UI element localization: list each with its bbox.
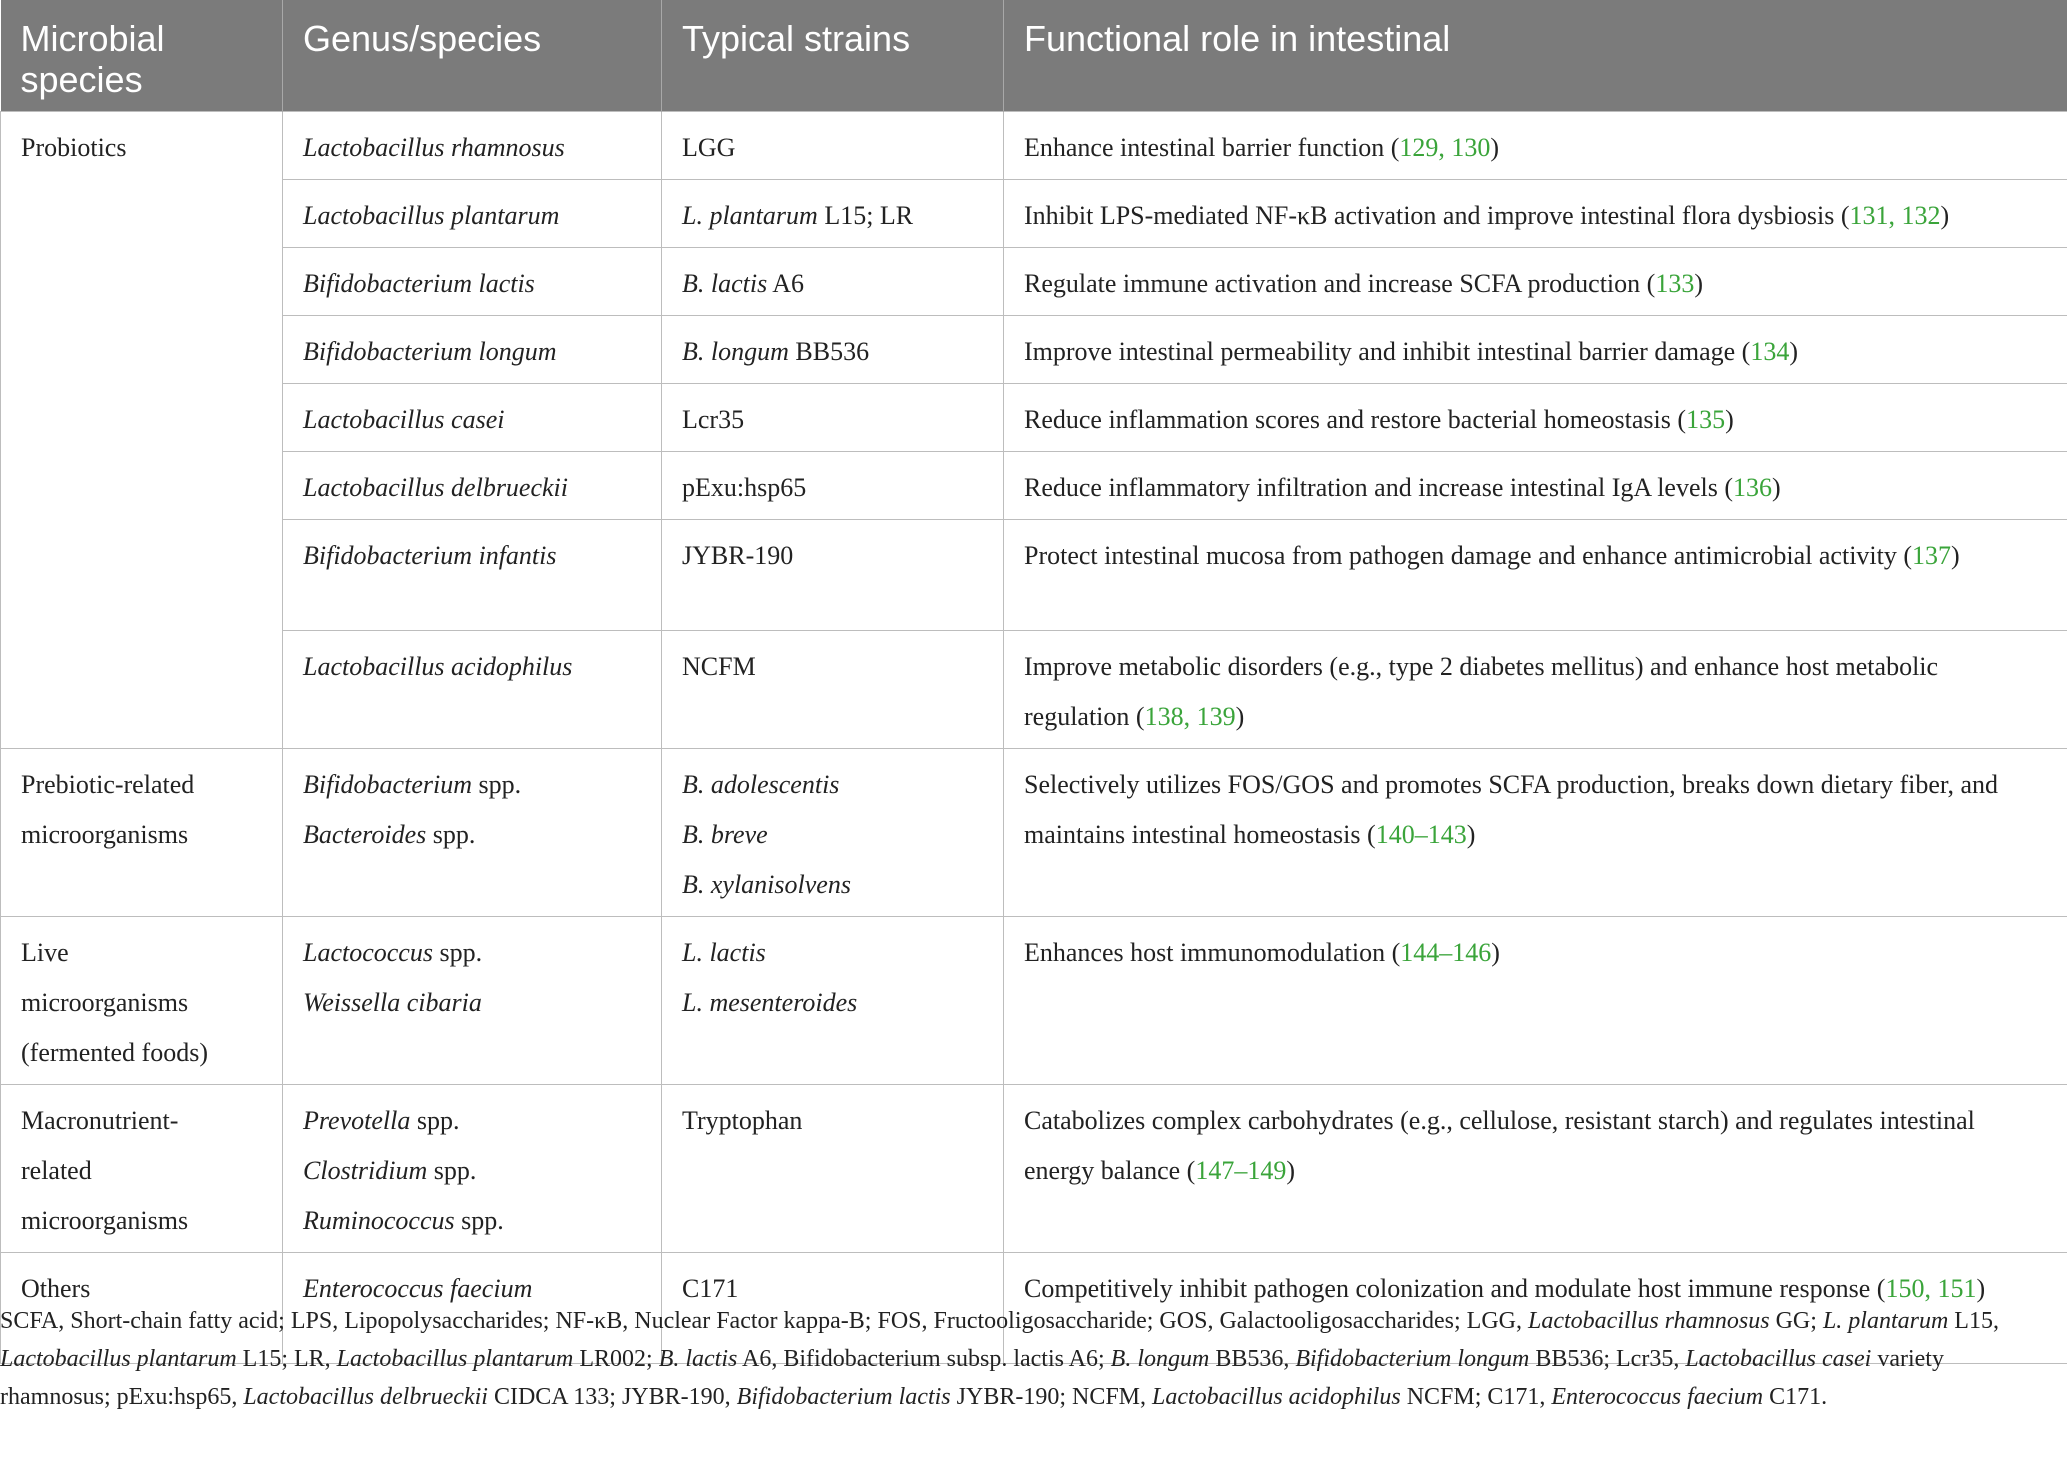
genus-suffix: spp. <box>427 1156 477 1185</box>
strain-cell <box>662 631 1004 749</box>
footnote-text: SCFA, Short-chain fatty acid; LPS, Lipopolysaccharides; NF-κB, Nuclear Factor kappa-B; FOS, Fructooligosaccharide; GOS, Galactooligosaccharides; LGG, <box>0 1308 1528 1334</box>
header-genus-species: Genus/species <box>283 0 662 112</box>
role-text: Enhances host immunomodulation ( <box>1024 938 1401 967</box>
genus-cell: Enterococcus faecium <box>283 1253 662 1364</box>
role-text: Improve intestinal permeability and inhibit intestinal barrier damage ( <box>1024 337 1751 366</box>
group-cell-macronutrient <box>1 1085 283 1253</box>
role-text: Improve metabolic disorders (e.g., type 2 diabetes mellitus) and enhance host metabolic regulation ( <box>1024 652 1939 731</box>
reference-link[interactable]: 147–149 <box>1195 1156 1287 1185</box>
footnote-text: LR002; <box>573 1346 659 1372</box>
table-row <box>1 520 2067 631</box>
genus-cell: Bifidobacterium lactis <box>283 248 662 316</box>
role-end: ) <box>1789 337 1798 366</box>
reference-link[interactable]: 133 <box>1655 269 1695 298</box>
role-cell <box>1004 917 2067 1085</box>
genus-name: Ruminococcus <box>303 1206 455 1235</box>
table-row <box>1 112 2067 180</box>
strain-name: pExu:hsp65 <box>682 473 807 502</box>
role-end: ) <box>1490 133 1500 162</box>
strain-cell <box>662 749 1004 917</box>
reference-link[interactable]: 129, 130 <box>1399 133 1491 162</box>
footnote-text: variety rhamnosus; pExu:hsp65, <box>0 1346 1944 1410</box>
genus-line <box>303 928 641 978</box>
role-cell <box>1004 749 2067 917</box>
strain-species: B. longum <box>682 337 789 366</box>
group-line: Live <box>21 938 69 967</box>
footnote-italic: Lactobacillus plantarum <box>0 1346 237 1372</box>
role-text: Catabolizes complex carbohydrates (e.g., cellulose, resistant starch) and regulates intestinal energy balance ( <box>1024 1106 1975 1185</box>
footnote-text: L15, <box>1948 1308 1999 1334</box>
genus-name: Bifidobacterium <box>303 770 472 799</box>
genus-line <box>303 1146 641 1196</box>
strain-cell <box>662 917 1004 1085</box>
role-text: Regulate immune activation and increase SCFA production ( <box>1024 269 1656 298</box>
role-end: ) <box>1694 269 1703 298</box>
role-cell <box>1004 452 2067 520</box>
role-end: ) <box>1951 541 1960 570</box>
genus-cell: Lactobacillus casei <box>283 384 662 452</box>
role-end: ) <box>1491 938 1500 967</box>
footnote-text: BB536, <box>1209 1346 1296 1372</box>
footnote-text: CIDCA 133; JYBR-190, <box>487 1384 737 1410</box>
table-row <box>1 452 2067 520</box>
footnote-text: NCFM; C171, <box>1400 1384 1552 1410</box>
genus-cell: Bifidobacterium infantis <box>283 520 662 631</box>
reference-link[interactable]: 131, 132 <box>1849 201 1941 230</box>
strain-name: LGG <box>682 133 736 162</box>
genus-suffix: spp. <box>410 1106 460 1135</box>
strain-name: JYBR-190 <box>682 541 794 570</box>
reference-link[interactable]: 150, 151 <box>1885 1274 1977 1303</box>
strain-name: B. adolescentis <box>682 770 840 799</box>
genus-suffix: spp. <box>432 938 483 967</box>
role-cell <box>1004 248 2067 316</box>
genus-cell: Bifidobacterium longum <box>283 316 662 384</box>
footnote-italic: Lactobacillus delbrueckii <box>243 1384 488 1410</box>
strain-cell <box>662 520 1004 631</box>
strain-name: Lcr35 <box>682 405 745 434</box>
footnote-italic: B. lactis <box>658 1346 738 1372</box>
genus-cell <box>283 1085 662 1253</box>
group-line: (fermented foods) <box>21 1038 208 1067</box>
role-cell <box>1004 1085 2067 1253</box>
role-text: Enhance intestinal barrier function ( <box>1024 133 1400 162</box>
footnote-text: C171. <box>1763 1384 1828 1410</box>
table-row <box>1 384 2067 452</box>
footnote-italic: L. plantarum <box>1822 1308 1949 1334</box>
genus-suffix: spp. <box>454 1206 504 1235</box>
strain-name: L. mesenteroides <box>682 988 858 1017</box>
footnote-text: A6, Bifidobacterium subsp. lactis A6; <box>737 1346 1111 1372</box>
footnote-text: L15; LR, <box>236 1346 337 1372</box>
role-end: ) <box>1466 820 1476 849</box>
footnote-italic: Lactobacillus casei <box>1685 1346 1872 1372</box>
strain-name: A6 <box>767 269 805 298</box>
genus-name: Clostridium <box>303 1156 428 1185</box>
strain-name: L15; LR <box>817 201 914 230</box>
strain-cell <box>662 112 1004 180</box>
role-text: Selectively utilizes FOS/GOS and promotes SCFA production, breaks down dietary fiber, and maintains intestinal homeostasis ( <box>1024 770 1999 849</box>
genus-cell <box>283 917 662 1085</box>
group-cell-others: Others <box>1 1253 283 1364</box>
reference-link[interactable]: 135 <box>1686 405 1726 434</box>
role-cell <box>1004 316 2067 384</box>
genus-cell: Lactobacillus delbrueckii <box>283 452 662 520</box>
role-text: Reduce inflammatory infiltration and increase intestinal IgA levels ( <box>1024 473 1733 502</box>
footnote-text: JYBR-190; NCFM, <box>950 1384 1153 1410</box>
reference-link[interactable]: 134 <box>1750 337 1790 366</box>
role-text: Protect intestinal mucosa from pathogen damage and enhance antimicrobial activity ( <box>1024 541 1913 570</box>
group-line: microorganisms <box>21 988 189 1017</box>
role-cell <box>1004 112 2067 180</box>
strain-cell: Tryptophan <box>662 1085 1004 1253</box>
genus-cell <box>283 749 662 917</box>
strain-cell <box>662 248 1004 316</box>
group-line: microorganisms <box>21 1206 189 1235</box>
genus-name: Weissella cibaria <box>303 988 482 1017</box>
footnote-italic: Lactobacillus plantarum <box>336 1346 574 1372</box>
strain-cell <box>662 316 1004 384</box>
strain-species: B. lactis <box>682 269 768 298</box>
strain-name: B. breve <box>682 820 768 849</box>
footnote-italic: B. longum <box>1110 1346 1210 1372</box>
group-cell-probiotics: Probiotics <box>1 112 283 749</box>
genus-suffix: spp. <box>426 820 476 849</box>
footnote-italic: Lactobacillus acidophilus <box>1152 1384 1401 1410</box>
role-text: Reduce inflammation scores and restore bacterial homeostasis ( <box>1024 405 1687 434</box>
strain-name: L. lactis <box>682 938 766 967</box>
group-cell-live <box>1 917 283 1085</box>
genus-cell: Lactobacillus plantarum <box>283 180 662 248</box>
role-end: ) <box>1976 1274 1986 1303</box>
role-cell <box>1004 520 2067 631</box>
role-text: Inhibit LPS-mediated NF-κB activation and improve intestinal flora dysbiosis ( <box>1024 201 1850 230</box>
strain-cell: C171 <box>662 1253 1004 1364</box>
footnote-italic: Lactobacillus rhamnosus <box>1528 1308 1770 1334</box>
genus-name: Bacteroides <box>303 820 427 849</box>
genus-line <box>303 1196 641 1246</box>
table-row <box>1 631 2067 749</box>
table-row <box>1 1085 2067 1253</box>
footnote-text: BB536; Lcr35, <box>1529 1346 1686 1372</box>
role-end: ) <box>1772 473 1781 502</box>
genus-cell: Lactobacillus rhamnosus <box>283 112 662 180</box>
reference-link[interactable]: 138, 139 <box>1144 702 1236 731</box>
group-cell-prebiotic: Prebiotic-related microorganisms <box>1 749 283 917</box>
table-row <box>1 749 2067 917</box>
strain-cell <box>662 452 1004 520</box>
table-row <box>1 180 2067 248</box>
genus-cell: Lactobacillus acidophilus <box>283 631 662 749</box>
table-header-row <box>1 0 2067 112</box>
strain-species: L. plantarum <box>682 201 818 230</box>
role-end: ) <box>1286 1156 1295 1185</box>
footnote-italic: Bifidobacterium lactis <box>736 1384 951 1410</box>
header-typical-strains: Typical strains <box>662 0 1004 112</box>
genus-name: Prevotella <box>303 1106 411 1135</box>
footnote-text: GG; <box>1769 1308 1823 1334</box>
table-row <box>1 917 2067 1085</box>
role-text: Competitively inhibit pathogen colonization and modulate host immune response ( <box>1024 1274 1886 1303</box>
reference-link[interactable]: 140–143 <box>1375 820 1467 849</box>
strain-cell <box>662 180 1004 248</box>
reference-link[interactable]: 144–146 <box>1400 938 1492 967</box>
strain-name: B. xylanisolvens <box>682 870 851 899</box>
reference-link[interactable]: 137 <box>1912 541 1952 570</box>
header-functional-role: Functional role in intestinal <box>1004 0 2067 112</box>
table-row <box>1 316 2067 384</box>
footnote-italic: Enterococcus faecium <box>1551 1384 1764 1410</box>
genus-line <box>303 810 641 860</box>
role-cell <box>1004 631 2067 749</box>
strain-name: BB536 <box>788 337 870 366</box>
role-end: ) <box>1725 405 1734 434</box>
strain-name: NCFM <box>682 652 756 681</box>
table-row <box>1 248 2067 316</box>
genus-line <box>303 1096 641 1146</box>
genus-line <box>303 760 641 810</box>
role-end: ) <box>1940 201 1950 230</box>
genus-name: Lactococcus <box>303 938 433 967</box>
role-cell <box>1004 180 2067 248</box>
reference-link[interactable]: 136 <box>1733 473 1772 502</box>
group-line: Macronutrient- <box>21 1106 179 1135</box>
header-microbial-species: Microbial species <box>1 0 283 112</box>
footnote-italic: Bifidobacterium longum <box>1295 1346 1530 1372</box>
genus-suffix: spp. <box>471 770 522 799</box>
role-cell <box>1004 384 2067 452</box>
role-end: ) <box>1235 702 1245 731</box>
group-line: related <box>21 1156 92 1185</box>
table-footnote <box>0 1302 2040 1416</box>
strain-cell <box>662 384 1004 452</box>
